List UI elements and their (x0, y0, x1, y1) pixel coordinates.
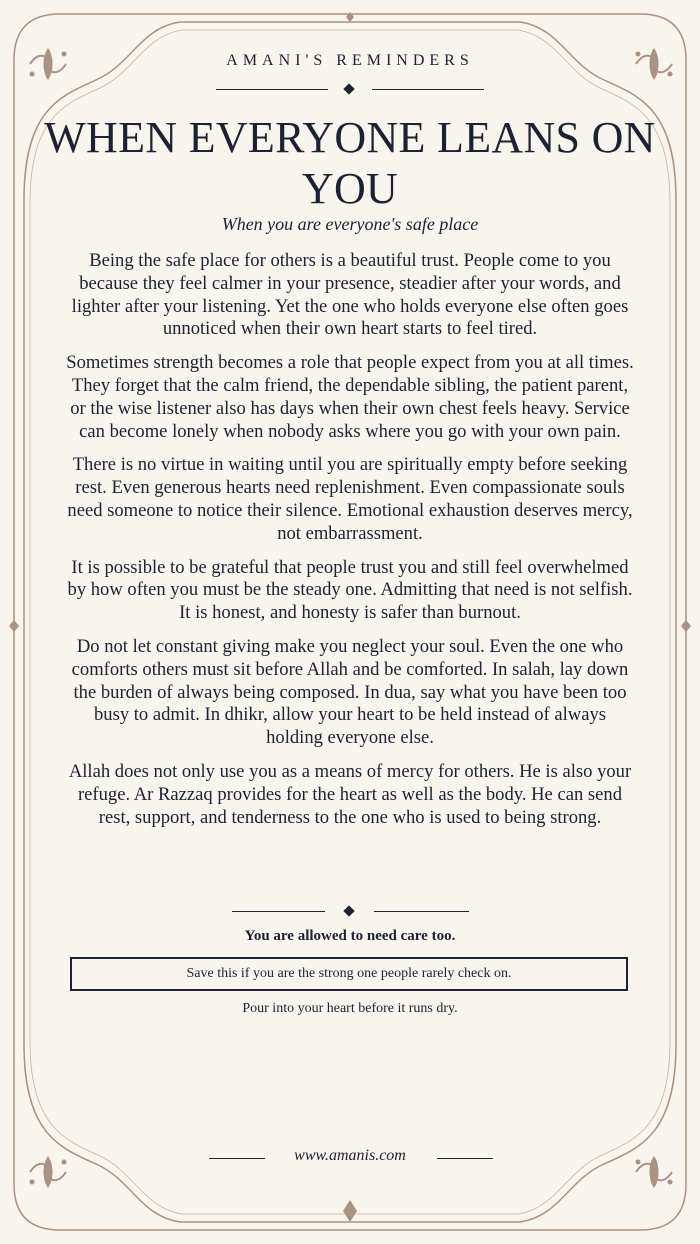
subtitle: When you are everyone's safe place (221, 214, 479, 234)
body-text (64, 250, 636, 840)
divider-line (372, 89, 484, 90)
paragraph: Do not let constant giving make you neglect your soul. Even the one who comforts others must sit before Allah and be comforted. In salah, lay down the burden of always being composed. In dua, say what you have been too busy to admit. In dhikr, allow your heart to be held instead of always holding everyone else. (71, 635, 629, 749)
website-link[interactable]: www.amanis.com (294, 1147, 406, 1164)
brand-name: AMANI'S REMINDERS (226, 52, 474, 69)
save-callout (70, 957, 628, 991)
paragraph: Sometimes strength becomes a role that people expect from you at all times. They forget that the calm friend, the dependable sibling, the patient parent, or the wise listener also has days when their own chest feels heavy. Service can become lonely when nobody asks where you go with your own pain. (66, 352, 634, 442)
emphasis-line: You are allowed to need care too. (244, 928, 456, 944)
divider-line (216, 89, 328, 90)
divider-line (232, 911, 325, 912)
page-title: WHEN EVERYONE LEANS ON YOU (44, 113, 656, 213)
divider-line (374, 911, 469, 912)
save-callout-text: Save this if you are the strong one people rarely check on. (186, 966, 512, 981)
paragraph: Allah does not only use you as a means of mercy for others. He is also your refuge. Ar Razzaq provides for the heart as well as the body. He can send rest, support, and tenderness to the one who is used to being strong. (68, 760, 632, 828)
closing-line: Pour into your heart before it runs dry. (242, 1001, 458, 1016)
paragraph: It is possible to be grateful that people trust you and still feel overwhelmed by how often you must be the steady one. Admitting that need is not selfish. It is honest, and honesty is safer than burnout. (67, 556, 633, 624)
paragraph: Being the safe place for others is a beautiful trust. People come to you because they feel calmer in your presence, steadier after your words, and lighter after your listening. Yet the one who holds everyone else often goes unnoticed when their own heart starts to feel tired. (71, 250, 629, 340)
paragraph: There is no virtue in waiting until you are spiritually empty before seeking rest. Even generous hearts need replenishment. Even compassionate souls need someone to notice their silence. Emotional exhaustion deserves mercy, not embarrassment. (67, 454, 633, 544)
divider-line (437, 1158, 493, 1159)
